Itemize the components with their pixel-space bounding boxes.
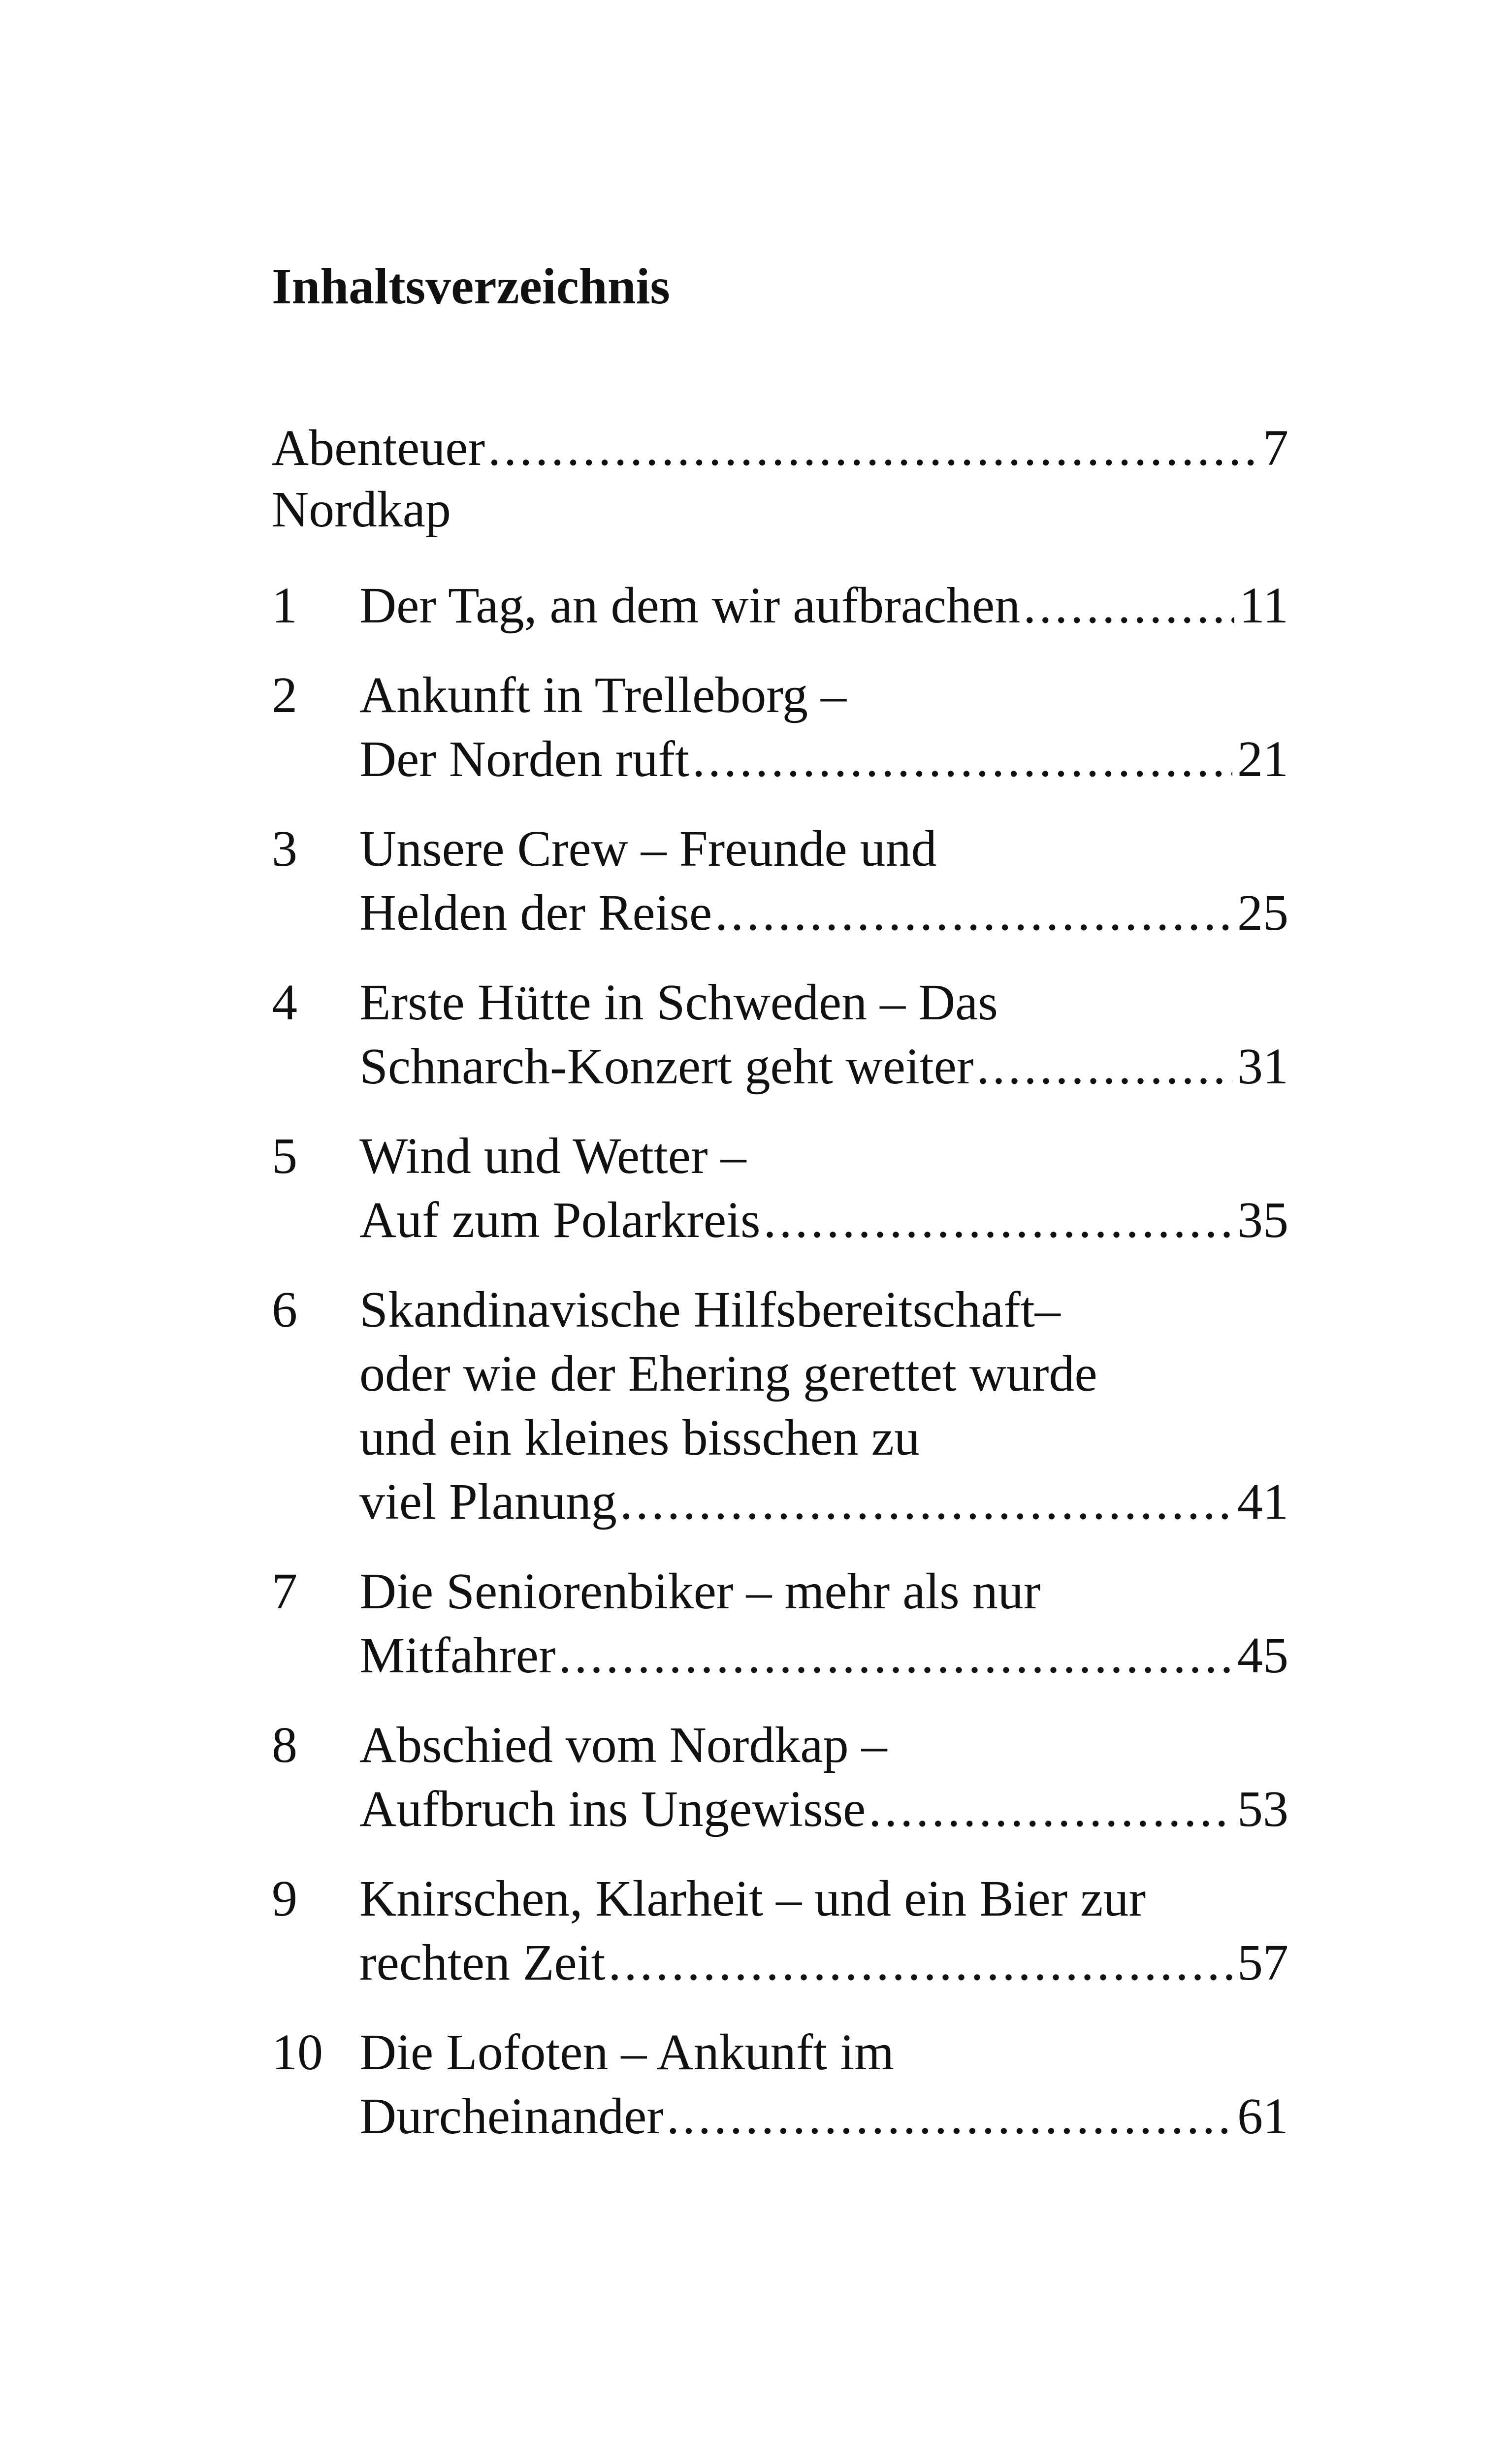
chapter-title-text: Aufbruch ins Ungewisse: [359, 1781, 866, 1837]
dot-leader: [667, 2085, 1232, 2149]
chapter-title-line: Die Seniorenbiker – mehr als nur: [359, 1563, 1041, 1620]
chapter-title-last-line: [359, 1035, 1288, 1099]
chapter-title-line: Wind und Wetter –: [359, 1128, 746, 1184]
chapter-title-line: Skandinavische Hilfsbereitschaft–: [359, 1281, 1061, 1338]
chapter-title-line: Ankunft in Trelleborg –: [359, 667, 847, 723]
chapter-title-text: Der Tag, an dem wir aufbrachen: [359, 577, 1021, 634]
dot-leader: [620, 1470, 1232, 1534]
toc-entry-prologue[interactable]: [272, 418, 1288, 541]
chapter-title-line: Erste Hütte in Schweden – Das: [359, 974, 998, 1031]
dot-leader: [869, 1777, 1232, 1841]
chapter-page-number: 35: [1237, 1192, 1288, 1248]
chapter-title-last-line: [359, 2085, 1288, 2149]
chapter-title-text: Auf zum Polarkreis: [359, 1192, 761, 1248]
chapter-number: 10: [272, 2024, 323, 2081]
chapter-title-block: [359, 1713, 1288, 1841]
chapter-number: 2: [272, 667, 297, 723]
chapter-number: 7: [272, 1563, 297, 1620]
chapter-page-number: 11: [1239, 577, 1288, 634]
chapter-number: 8: [272, 1717, 297, 1773]
chapter-title-block: [359, 817, 1288, 945]
chapter-title-line: und ein kleines bisschen zu: [359, 1409, 920, 1466]
toc-entry-chapter-10[interactable]: [272, 2020, 1288, 2149]
entry-page-number: 7: [1263, 420, 1288, 476]
chapter-title-line: Knirschen, Klarheit – und ein Bier zur: [359, 1870, 1146, 1927]
chapter-list: [272, 574, 1288, 2174]
chapter-title-last-line: [359, 1931, 1288, 1995]
toc-entry-chapter-1[interactable]: [272, 574, 1288, 638]
chapter-title-text: Der Norden ruft: [359, 731, 689, 787]
chapter-title-block: [359, 1278, 1288, 1534]
toc-entry-chapter-2[interactable]: [272, 663, 1288, 791]
chapter-title-text: viel Planung: [359, 1473, 617, 1530]
dot-leader: [976, 1035, 1232, 1099]
chapter-title-line: Die Lofoten – Ankunft im: [359, 2024, 895, 2081]
toc-entry-chapter-5[interactable]: [272, 1124, 1288, 1252]
chapter-page-number: 41: [1237, 1473, 1288, 1530]
dot-leader: [1023, 574, 1234, 638]
chapter-page-number: 31: [1237, 1038, 1288, 1095]
chapter-page-number: 61: [1237, 2088, 1288, 2145]
chapter-page-number: 45: [1237, 1627, 1288, 1684]
chapter-title-text: Schnarch-Konzert geht weiter: [359, 1038, 974, 1095]
chapter-number: 4: [272, 974, 297, 1031]
chapter-page-number: 53: [1237, 1781, 1288, 1837]
chapter-number: 5: [272, 1128, 297, 1184]
chapter-title-line: Abschied vom Nordkap –: [359, 1717, 887, 1773]
chapter-number: 3: [272, 820, 297, 877]
chapter-number: 6: [272, 1281, 297, 1338]
dot-leader: [692, 727, 1232, 791]
chapter-title-last-line: [359, 1470, 1288, 1534]
toc-title: Inhaltsverzeichnis: [272, 258, 670, 315]
chapter-number: 1: [272, 577, 297, 634]
dot-leader: [715, 881, 1232, 945]
chapter-title-block: [359, 2020, 1288, 2149]
chapter-page-number: 57: [1237, 1934, 1288, 1991]
dot-leader: [763, 1188, 1232, 1252]
chapter-title-last-line: [359, 1777, 1288, 1841]
toc-entry-chapter-7[interactable]: [272, 1560, 1288, 1688]
toc-entry-chapter-4[interactable]: [272, 971, 1288, 1099]
chapter-number: 9: [272, 1870, 297, 1927]
chapter-title-block: [359, 1124, 1288, 1252]
chapter-title-block: [359, 574, 1288, 638]
chapter-title-text: Durcheinander: [359, 2088, 664, 2145]
chapter-title-last-line: [359, 1624, 1288, 1688]
dot-leader: [488, 418, 1258, 479]
chapter-title-text: rechten Zeit: [359, 1934, 606, 1991]
toc-entry-chapter-3[interactable]: [272, 817, 1288, 945]
chapter-title-block: [359, 1560, 1288, 1688]
dot-leader: [608, 1931, 1232, 1995]
chapter-title-line: oder wie der Ehering gerettet wurde: [359, 1345, 1097, 1402]
chapter-title-last-line: [359, 881, 1288, 945]
chapter-title-block: [359, 663, 1288, 791]
chapter-title-block: [359, 1867, 1288, 1995]
chapter-title-text: Helden der Reise: [359, 884, 712, 941]
toc-entry-chapter-6[interactable]: [272, 1278, 1288, 1534]
toc-entry-chapter-9[interactable]: [272, 1867, 1288, 1995]
toc-entry-chapter-8[interactable]: [272, 1713, 1288, 1841]
chapter-title-block: [359, 971, 1288, 1099]
chapter-title-last-line: [359, 574, 1288, 638]
chapter-page-number: 25: [1237, 884, 1288, 941]
entry-title: Abenteuer Nordkap: [272, 420, 485, 538]
chapter-title-text: Mitfahrer: [359, 1627, 556, 1684]
chapter-title-last-line: [359, 1188, 1288, 1252]
chapter-page-number: 21: [1237, 731, 1288, 787]
dot-leader: [558, 1624, 1232, 1688]
chapter-title-last-line: [359, 727, 1288, 791]
chapter-title-line: Unsere Crew – Freunde und: [359, 820, 937, 877]
